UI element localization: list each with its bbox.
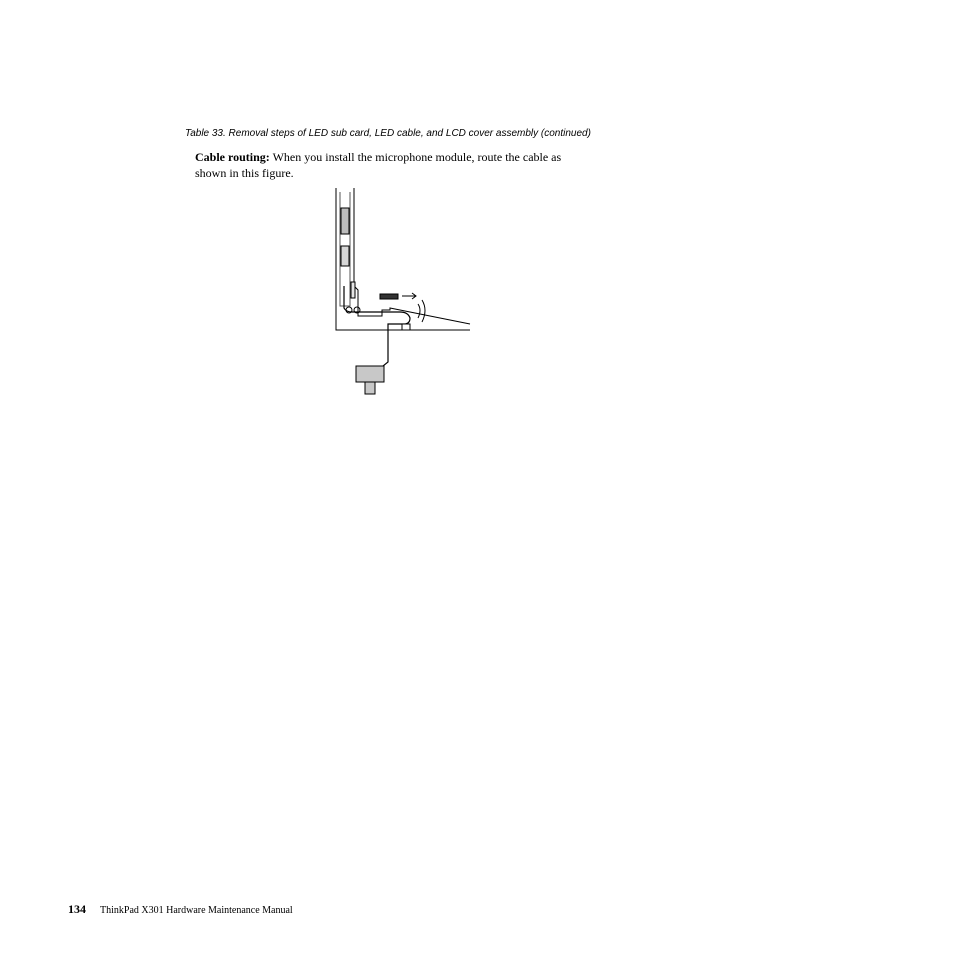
cable-routing-figure: [330, 186, 475, 398]
instruction-text: When you install the microphone module, route the cable as shown in this figure.: [195, 150, 562, 180]
connector-slot: [351, 282, 355, 298]
page-number: 134: [68, 902, 86, 916]
instruction-label: Cable routing:: [195, 150, 270, 164]
cable-connector-body: [356, 366, 384, 382]
cable-clip: [402, 324, 410, 330]
mid-bracket: [341, 246, 349, 266]
cable-routing-diagram: [330, 186, 475, 398]
bezel-inner-edge: [354, 188, 470, 324]
microphone-module: [380, 294, 398, 299]
cable-routing-instruction: [195, 149, 595, 181]
page-footer: [68, 900, 293, 918]
microphone-cable: [344, 286, 410, 372]
insert-arrow: [402, 293, 416, 299]
sound-wave-outer: [422, 300, 425, 322]
bezel-frame: [336, 188, 470, 330]
table-caption: Table 33. Removal steps of LED sub card, LED cable, and LCD cover assembly (continued): [185, 128, 591, 139]
top-bracket: [341, 208, 349, 234]
cable-connector-plug: [365, 382, 375, 394]
manual-title: ThinkPad X301 Hardware Maintenance Manual: [100, 905, 293, 916]
sound-wave-inner: [418, 304, 420, 318]
